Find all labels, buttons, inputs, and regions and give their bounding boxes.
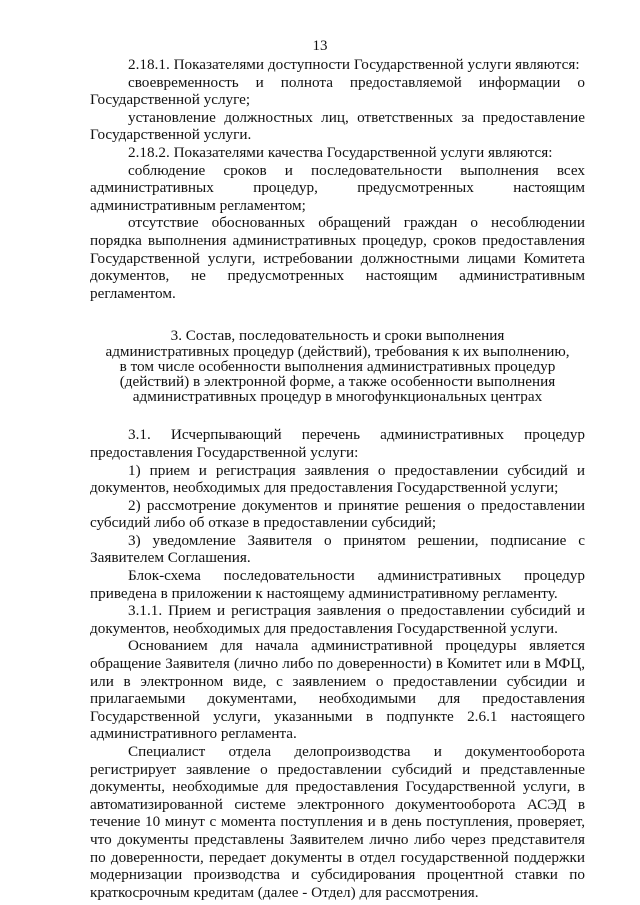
document-body [90,56,585,901]
heading-line-2: административных процедур (действий), требования к их выполнению, [105,342,570,360]
paragraph-3-1-1-basis: Основанием для начала административной процедуры является обращение Заявителя (лично либо по доверенности) в Комитет или в МФЦ, или в электронном виде, с заявлением о предоставлении субсидии и прилагаемыми документами, необходимыми для предоставления Государственной услуги, указанными в подпункте 2.6.1 настоящего административного регламента. [90,637,585,743]
paragraph-3-1-1-title: 3.1.1. Прием и регистрация заявления о предоставлении субсидий и документов, необходимых для предоставления Государственной услуги. [90,602,585,637]
paragraph-2-18-2-item-1: соблюдение сроков и последовательности выполнения всех административных процедур, предусмотренных настоящим административным регламентом; [90,161,585,214]
paragraph-3-1-intro: 3.1. Исчерпывающий перечень административных процедур предоставления Государственной услуги: [90,426,585,461]
paragraph-3-1-item-2: 2) рассмотрение документов и принятие решения о предоставлении субсидий либо об отказе в предоставлении субсидий; [90,496,585,532]
paragraph-2-18-1-item-1: своевременность и полнота предоставляемой информации о Государственной услуге; [90,73,585,109]
paragraph-3-1-item-3: 3) уведомление Заявителя о принятом решении, подписание с Заявителем Соглашения. [90,531,585,567]
heading-line-3: в том числе особенности выполнения административных процедур [119,357,556,375]
section-3-heading [90,328,585,404]
paragraph-2-18-1-title: 2.18.1. Показателями доступности Государственной услуги являются: [128,56,580,73]
paragraph-3-1-item-1: 1) прием и регистрация заявления о предоставлении субсидий и документов, необходимых для предоставления Государственной услуги; [90,461,585,497]
heading-line-4: (действий) в электронной форме, а также особенности выполнения [119,372,556,390]
heading-line-5: административных процедур в многофункциональных центрах [132,388,543,406]
paragraph-2-18-2-title: 2.18.2. Показателями качества Государственной услуги являются: [128,143,553,161]
paragraph-3-1-1-specialist: Специалист отдела делопроизводства и документооборота регистрирует заявление о предоставлении субсидий и представленные документы, необходимые для предоставления Государственной услуги, в автоматизированной системе электронного документооборота АСЭД в течение 10 минут с момента поступления и в день поступления, проверяет, что документы представлены Заявителем лично либо через представителя по доверенности, передает документы в отдел государственной поддержки модернизации производства и субсидирования процентной ставки по краткосрочным кредитам (далее - Отдел) для рассмотрения. [90,743,585,901]
paragraph-2-18-1-item-2: установление должностных лиц, ответственных за предоставление Государственной услуги. [90,108,585,144]
paragraph-2-18-2-item-2: отсутствие обоснованных обращений граждан о несоблюдении порядка выполнения административных процедур, сроков предоставления Государственной услуги, истребовании должностными лицами Комитета документов, не предусмотренных настоящим административным регламентом. [90,214,585,302]
page-number: 13 [312,38,328,54]
paragraph-flowchart: Блок-схема последовательности административных процедур приведена в приложении к настоящему административному регламенту. [90,567,585,602]
heading-line-1: 3. Состав, последовательность и сроки выполнения [170,327,505,345]
